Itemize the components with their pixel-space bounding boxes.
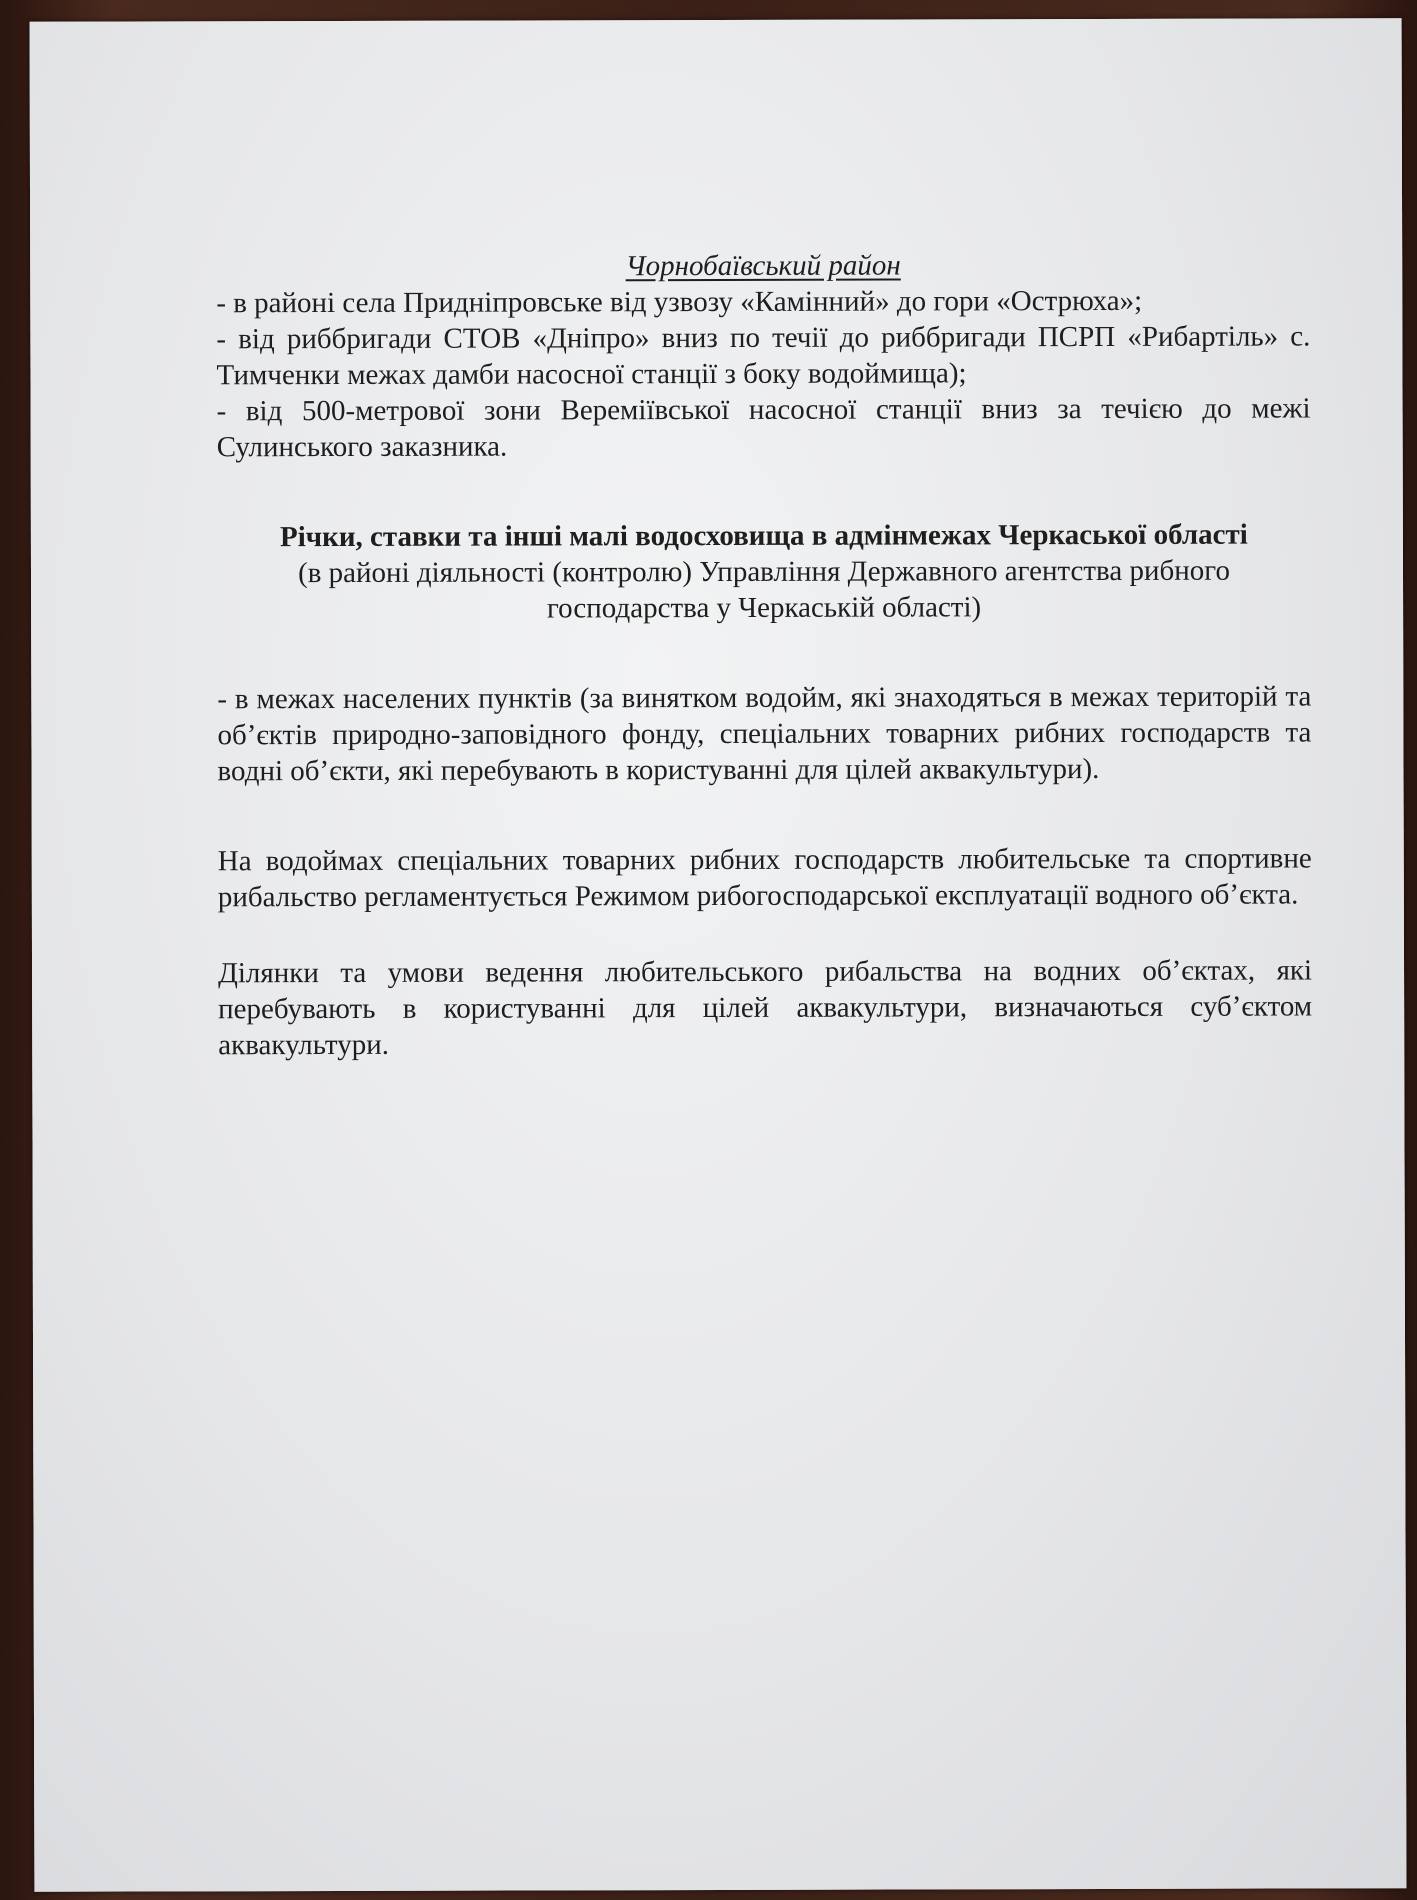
district-item: - від риббригади СТОВ «Дніпро» вниз по течії до риббригади ПСРП «Рибартіль» с. Тимченки межах дамби насосної станції з боку водоймища); bbox=[216, 320, 1311, 392]
paragraph-aquaculture: Ділянки та умови ведення любительського рибальства на водних об’єктах, які перебувають в користуванні для цілей аквакультури, визначаються суб’єктом аквакультури. bbox=[218, 954, 1313, 1062]
paragraph-regulation: На водоймах спеціальних товарних рибних господарств любительське та спортивне рибальство регламентується Режимом рибогосподарської експлуатації водного об’єкта. bbox=[217, 842, 1312, 914]
section-item: - в межах населених пунктів (за винятком водойм, які знаходяться в межах територій та об’єктів природно-заповідного фонду, спеціальних товарних рибних господарств та водні об’єкти, які перебувають в користуванні для цілей аквакультури). bbox=[217, 680, 1312, 788]
document-body bbox=[216, 246, 1312, 1063]
section-heading: Річки, ставки та інші малі водосховища в адмінмежах Черкаської області bbox=[279, 518, 1248, 554]
paper-sheet bbox=[30, 18, 1407, 1892]
district-item: - від 500-метрової зони Веремiївської насосної станції вниз за течією до межі Сулинського заказника. bbox=[216, 392, 1311, 464]
section-subheading: (в районі діяльності (контролю) Управління Державного агентства рибного господарства у Черкаській області) bbox=[298, 554, 1230, 625]
district-title: Чорнобаївський район bbox=[625, 249, 901, 283]
district-item: - в районі села Придніпровське від узвозу «Камінний» до гори «Острюха»; bbox=[216, 284, 1143, 320]
